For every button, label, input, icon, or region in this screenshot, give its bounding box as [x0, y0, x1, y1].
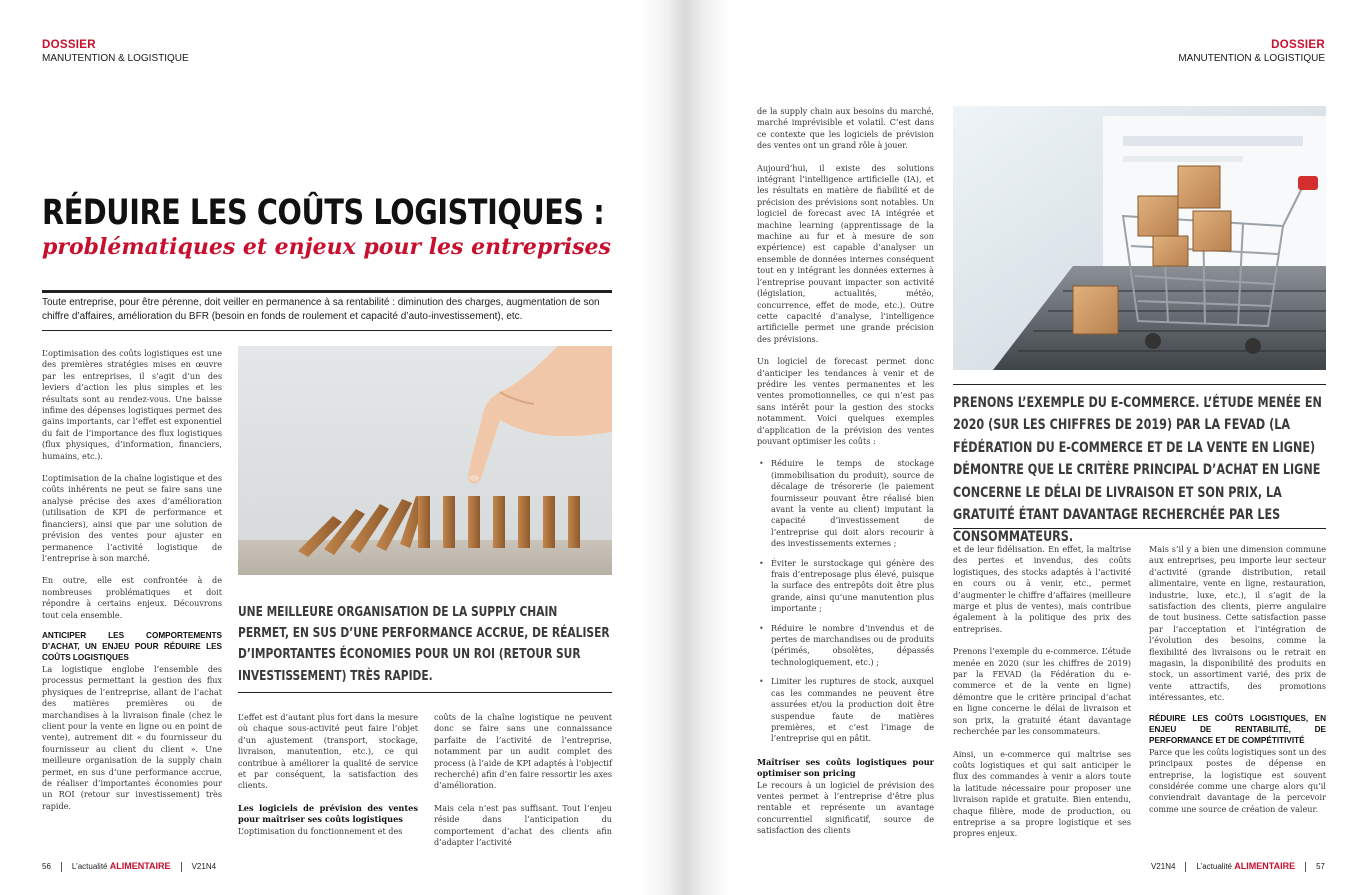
col4-paragraph-2: Aujourd’hui, il existe des solutions intégrant l’intelligence artificielle (IA), et les résultats en matière de fiabilité et de précision des prévisions sont notables. Un logiciel de forecast avec IA intégrée et machine learning (apprentissage de la machine au fur et à mesure de son expérience) est capable d’analyser un ensemble de données internes conséquent tout en y intégrant les données externes à l’entreprise pouvant impacter son activité (législation, actualités, météo, concurrence, effet de mode, etc.). Outre cette capacité d’analyse, l’intelligence artificielle permet une grande précision des prévisions. — [757, 162, 934, 344]
col4-bullet-1: • Réduire le temps de stockage (immobilisation du produit), source de décalage de trésorerie (le paiement fournisseur pouvant être réalisé bien avant la vente au client) imputant la capacité d’investissement de l’entreprise qui doit alors recourir à des investissements externes ; — [757, 458, 934, 549]
pull-quote-left-rule — [238, 692, 612, 693]
footer-divider — [1185, 862, 1186, 872]
pull-quote-right-rule-bottom — [953, 528, 1326, 529]
column-6 — [1149, 544, 1326, 826]
footer-prefix-left: L’actualité — [71, 862, 108, 871]
col3-paragraph-1: coûts de la chaîne logistique ne peuvent donc se faire sans une connaissance parfaite de l’activité de l’entreprise, notamment par un audit complet des process (à l’aide de KPI adaptés à l’objectif recherché) afin d’en faire ressortir les axes d’amélioration. — [434, 712, 612, 791]
col6-heading: RÉDUIRE LES COÛTS LOGISTIQUES, EN ENJEU DE RENTABILITÉ, DE PERFORMANCE ET DE COMPÉTITIVITÉ — [1149, 713, 1326, 745]
col5-paragraph-3: Ainsi, un e-commerce qui maîtrise ses coûts logistiques et qui sait anticiper le flux des commandes à venir a alors toute la latitude nécessaire pour proposer une livraison rapide et gratuite. Bien entendu, chaque filière, mode de production, ou entreprise a sa propre logistique et ses propres enjeux. — [953, 748, 1131, 839]
col1-paragraph-4: La logistique englobe l’ensemble des processus permettant la gestion des flux physiques de l’entreprise, allant de l’achat des matières premières ou de marchandises à la livraison finale (chez le client pour la vente en ligne ou en point de vente), autrement dit « du fournisseur du fournisseur au client du client ». Une meilleure organisation de la supply chain permet, en sus d’une performance accrue, de réaliser d’importantes économies pour un ROI (retour sur investissement) très rapide. — [42, 663, 222, 811]
article-lead: Toute entreprise, pour être pérenne, doit veiller en permanence à sa rentabilité : diminution des charges, augmentation de son chiffre d’affaires, amélioration du BFR (besoin en fonds de roulement et capacité d’auto-investissement), etc. — [42, 297, 600, 322]
issue-label-right: V21N4 — [1150, 862, 1176, 871]
article-title: RÉDUIRE LES COÛTS LOGISTIQUES : — [42, 193, 605, 233]
dossier-label-right: DOSSIER — [1271, 39, 1325, 51]
pull-quote-left: UNE MEILLEURE ORGANISATION DE LA SUPPLY CHAIN PERMET, EN SUS D’UNE PERFORMANCE ACCRUE, DE RÉALISER D’IMPORTANTES ÉCONOMIES POUR UN ROI (RETOUR SUR INVESTISSEMENT) TRÈS RAPIDE. — [238, 605, 610, 684]
col6-paragraph-1: Mais s’il y a bien une dimension commune aux entreprises, peu importe leur secteur d’activité (grande distribution, retail alimentaire, vente en ligne, restauration, industrie, luxe, etc.), il s’agit de la satisfaction des clients, pierre angulaire de tout business. Cette satisfaction passe par l’acceptation et l’intégration de l’évolution des besoins, comme la flexibilité des livraisons ou le retrait en magasin, la disponibilité des produits en stock, un assortiment varié, des prix de vente attractifs, des promotions intéressantes, etc. — [1149, 544, 1326, 703]
page-spine — [640, 0, 730, 895]
col4-paragraph-3: Un logiciel de forecast permet donc d’anticiper les tendances à venir et de prédire les ventes permanentes et les ventes promotionnelles, ce qui n’est pas sans intérêt pour la gestion des stocks notamment. Voici quelques exemples d’application de la prévision des ventes pouvant optimiser les coûts : — [757, 356, 934, 446]
footer-divider — [1305, 862, 1306, 872]
column-3 — [434, 712, 612, 859]
section-label-right: MANUTENTION & LOGISTIQUE — [1178, 53, 1325, 64]
col4-paragraph-1: de la supply chain aux besoins du marché, marché imprévisible et volatil. C’est dans ce contexte que les logiciels de prévision des ventes ont un grand rôle à jouer. — [757, 106, 934, 151]
col5-paragraph-2: Prenons l’exemple du e-commerce. L’étude menée en 2020 (sur les chiffres de 2019) par la FEVAD (la Fédération du e-commerce et de la vente en ligne) démontre que le critère principal d’achat en ligne concerne le délai de livraison et son prix, la gratuité étant davantage recherchée par les consommateurs. — [953, 646, 1131, 737]
page-number-right: 57 — [1316, 862, 1325, 871]
column-2 — [238, 712, 418, 848]
col4-bullet-3: • Réduire le nombre d’invendus et de pertes de marchandises ou de produits (périmés, obsolètes, dépassés technologiquement, etc.) ; — [757, 623, 934, 669]
pull-quote-right-rule-top — [953, 384, 1326, 385]
lead-bottom-rule — [42, 330, 612, 331]
col6-paragraph-2: Parce que les coûts logistiques sont un des principaux postes de dépense en entreprise, la logistique est souvent considérée comme une charge alors qu’il conviendrait davantage de la percevoir comme une source de création de valeur. — [1149, 746, 1326, 814]
col2-heading: Les logiciels de prévision des ventes pour maîtriser ses coûts logistiques — [238, 802, 418, 825]
col1-paragraph-2: L’optimisation de la chaîne logistique et des coûts inhérents ne peut se faire sans une analyse précise des axes d’amélioration (utilisation de KPI de performance et financiers), ainsi que par une solution de prévision des ventes pour ajuster en permanence l’activité logistique de l’entreprise à son marché. — [42, 473, 222, 563]
column-4 — [757, 106, 934, 848]
article-subtitle: problématiques et enjeux pour les entreprises — [42, 234, 611, 260]
col2-paragraph-2: L’optimisation du fonctionnement et des — [238, 825, 403, 836]
footer-divider — [181, 862, 182, 872]
footer-divider — [61, 862, 62, 872]
column-1 — [42, 348, 222, 823]
footer-brand-left: ALIMENTAIRE — [109, 861, 171, 871]
domino-photo — [238, 346, 612, 575]
shopping-cart-photo — [953, 106, 1326, 370]
col3-paragraph-2: Mais cela n’est pas suffisant. Tout l’enjeu réside dans l’anticipation du comportement d’achat des clients afin d’adapter l’activité — [434, 802, 612, 848]
col4-bullet-2: • Éviter le surstockage qui génère des frais d’entreposage plus élevé, puisque la surface des entrepôts doit être plus grande, ainsi qu’une manutention plus importante ; — [757, 558, 934, 615]
footer-brand-right: ALIMENTAIRE — [1234, 861, 1296, 871]
footer-left — [42, 861, 216, 872]
col4-bullet-4: • Limiter les ruptures de stock, auxquel cas les commandes ne peuvent être assurées et/ou la production doit être suspendue faute de matières premières, et c’est l’image de l’entreprise qui en pâtit. — [757, 676, 934, 744]
dossier-label-left: DOSSIER — [42, 39, 96, 51]
col1-heading: ANTICIPER LES COMPORTEMENTS D’ACHAT, UN ENJEU POUR RÉDUIRE LES COÛTS LOGISTIQUES — [42, 630, 222, 662]
footer-right — [1151, 861, 1325, 872]
lead-top-rule — [42, 290, 612, 293]
footer-prefix-right: L’actualité — [1196, 862, 1233, 871]
col4-paragraph-4: Le recours à un logiciel de prévision des ventes permet à l’entreprise d’être plus rentable et représente un avantage concurrentiel significatif, source de satisfaction des clients — [757, 779, 934, 836]
col5-paragraph-1: et de leur fidélisation. En effet, la maîtrise des pertes et invendus, des coûts logistiques, des stocks adaptés à l’activité en cours ou à venir, etc., permet d’augmenter le chiffre d’affaires (meilleure marge et plus de ventes), mais contribue également à la politique des prix des entreprises. — [953, 544, 1131, 634]
page-number-left: 56 — [42, 862, 51, 871]
col4-heading: Maîtriser ses coûts logistiques pour optimiser son pricing — [757, 756, 934, 779]
col2-paragraph-1: L’effet est d’autant plus fort dans la mesure où chaque sous-activité peut faire l’objet d’un ajustement (transport, stockage, livraison, manutention, etc.), ce qui contribue à améliorer la qualité de service et par conséquent, la satisfaction des clients. — [238, 712, 418, 791]
pull-quote-right: PRENONS L’EXEMPLE DU E-COMMERCE. L’ÉTUDE MENÉE EN 2020 (SUR LES CHIFFRES DE 2019) PAR LA FEVAD (LA FÉDÉRATION DU E-COMMERCE ET DE LA VENTE EN LIGNE) DÉMONTRE QUE LE CRITÈRE PRINCIPAL D’ACHAT EN LIGNE CONCERNE LE DÉLAI DE LIVRAISON ET SON PRIX, LA GRATUITÉ ÉTANT DAVANTAGE RECHERCHÉE PAR LES CONSOMMATEURS. — [953, 395, 1322, 546]
col1-paragraph-3: En outre, elle est confrontée à de nombreuses problématiques et doit répondre à certains enjeux. Découvrons tout cela ensemble. — [42, 575, 222, 620]
section-label-left: MANUTENTION & LOGISTIQUE — [42, 53, 189, 64]
col1-paragraph-1: L’optimisation des coûts logistiques est une des premières stratégies mises en œuvre par les entreprises, il s’agit d’un des leviers d’action les plus simples et les résultats sont au rendez-vous. Une baisse infime des dépenses logistiques permet des gains importants, car l’effet est exponentiel du fait de l’importance des flux logistiques (flux physiques, d’information, financiers, humains, etc.). — [42, 348, 222, 461]
issue-label-left: V21N4 — [191, 862, 217, 871]
column-5 — [953, 544, 1131, 851]
